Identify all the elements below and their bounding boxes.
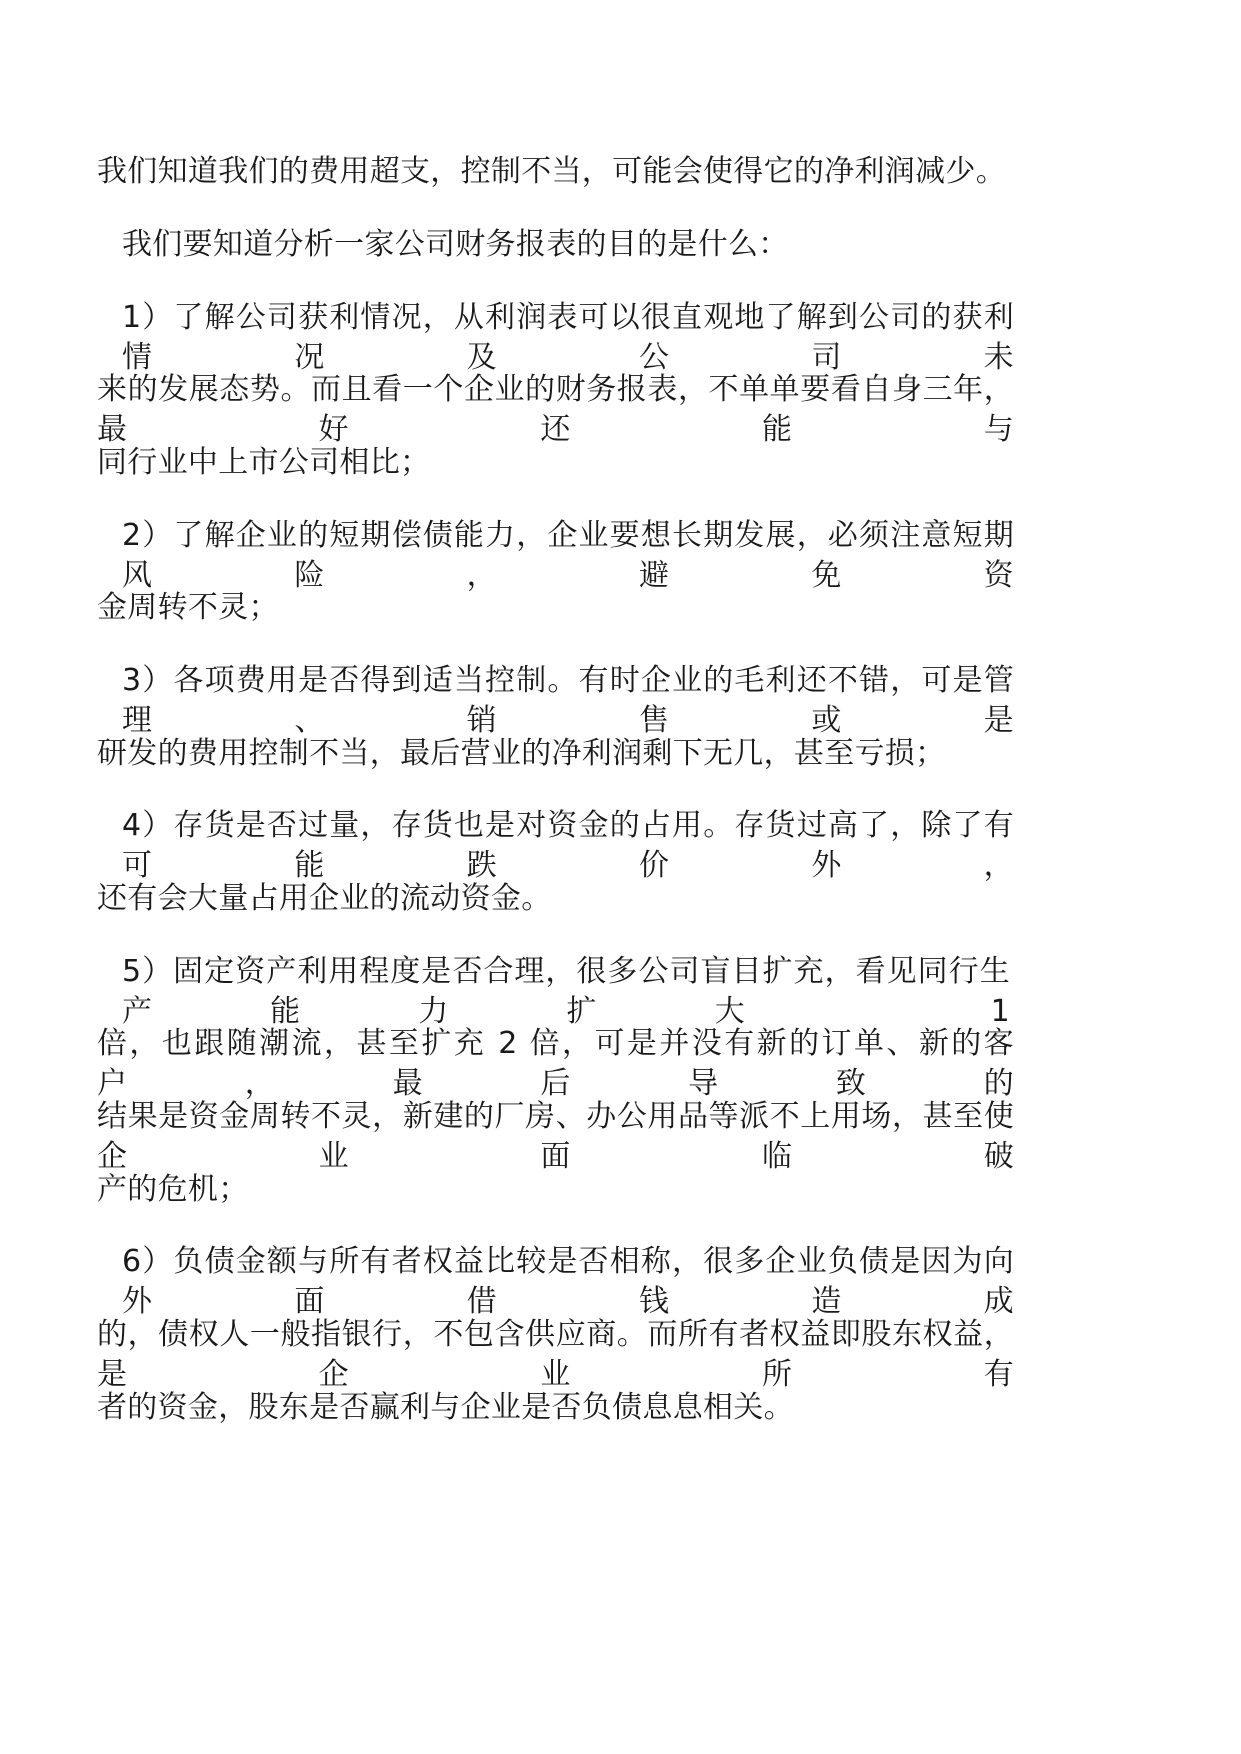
text-line: 同行业中上市公司相比； <box>97 445 431 480</box>
text-line: 结果是资金周转不灵，新建的厂房、办公用品等派不上用场，甚至使企业面临破 <box>97 1099 1014 1174</box>
text-line: 我们要知道分析一家公司财务报表的目的是什么： <box>122 227 789 262</box>
text-line: 倍，也跟随潮流，甚至扩充 2 倍，可是并没有新的订单、新的客户，最后导致的 <box>97 1026 1014 1101</box>
text-line: 5）固定资产利用程度是否合理，很多公司盲目扩充，看见同行生产能力扩大 1 <box>122 954 1010 1029</box>
text-line: 我们知道我们的费用超支，控制不当，可能会使得它的净利润减少。 <box>97 154 1006 189</box>
text-line: 研发的费用控制不当，最后营业的净利润剩下无几，甚至亏损； <box>97 736 946 771</box>
text-line: 4）存货是否过量，存货也是对资金的占用。存货过高了，除了有可能跌价外， <box>122 808 1014 883</box>
text-line: 1）了解公司获利情况，从利润表可以很直观地了解到公司的获利情况及公司未 <box>122 300 1014 375</box>
text-line: 产的危机； <box>97 1172 249 1207</box>
text-line: 2）了解企业的短期偿债能力，企业要想长期发展，必须注意短期风险，避免资 <box>122 518 1014 593</box>
text-line: 6）负债金额与所有者权益比较是否相称，很多企业负债是因为向外面借钱造成 <box>122 1244 1014 1319</box>
text-line: 来的发展态势。而且看一个企业的财务报表，不单单要看自身三年，最好还能与 <box>97 372 1014 447</box>
text-line: 者的资金，股东是否赢利与企业是否负债息息相关。 <box>97 1390 794 1425</box>
text-line: 3）各项费用是否得到适当控制。有时企业的毛利还不错，可是管理、销售或是 <box>122 663 1014 738</box>
text-line: 金周转不灵； <box>97 590 279 625</box>
text-line: 的，债权人一般指银行，不包含供应商。而所有者权益即股东权益，是企业所有 <box>97 1317 1014 1392</box>
text-line: 还有会大量占用企业的流动资金。 <box>97 881 552 916</box>
